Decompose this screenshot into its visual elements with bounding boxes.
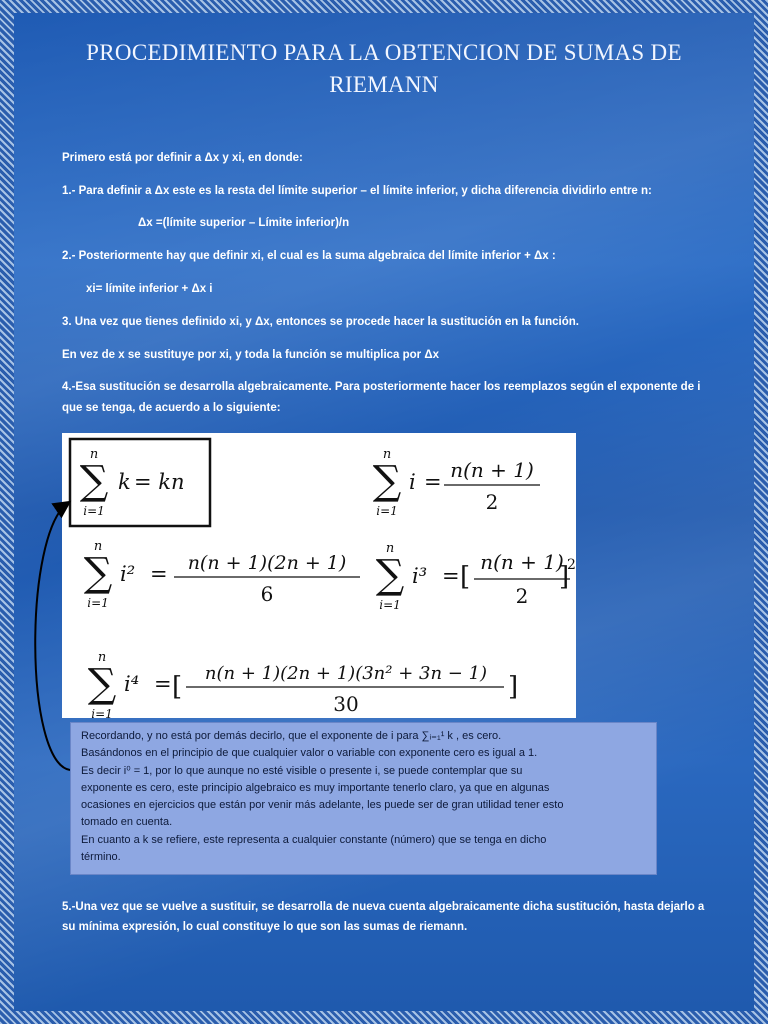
f2-equals: = — [424, 470, 442, 494]
f4-upper-limit: n — [385, 541, 395, 556]
f2-numerator: n(n + 1) — [450, 458, 534, 482]
f4-variable: i³ — [412, 564, 428, 588]
step-1-formula: Δx =(límite superior – Límite inferior)/n — [138, 217, 350, 229]
note-line-4: exponente es cero, este principio algebraico es muy importante tenerlo claro, ya que en algunas — [81, 781, 550, 794]
note-line-2: Basándonos en el principio de que cualquier valor o variable con exponente cero es igual a 1. — [81, 747, 538, 760]
f5-variable: i⁴ — [124, 672, 140, 696]
f1-sigma-icon: ∑ — [79, 458, 109, 504]
step-3b-text: En vez de x se sustituye por xi, y toda la función se multiplica por Δx — [62, 349, 440, 361]
note-line-8: término. — [81, 851, 121, 864]
step-4-line-1: 4.-Esa sustitución se desarrolla algebraicamente. Para posteriormente hacer los reemplazos según el exponente de i — [62, 381, 701, 393]
step-1-text: 1.- Para definir a Δx este es la resta del límite superior – el límite inferior, y dicha diferencia dividirlo entre n: — [62, 185, 652, 197]
f2-upper-limit: n — [382, 447, 392, 462]
title-line-2: RIEMANN — [329, 72, 439, 97]
page — [14, 13, 754, 1011]
f5-upper-limit: n — [97, 650, 107, 665]
f5-equals: = — [154, 672, 172, 696]
note-line-6: tomado en cuenta. — [81, 816, 173, 829]
f3-lower-limit: i=1 — [87, 596, 109, 610]
f4-lower-limit: i=1 — [379, 598, 401, 612]
f1-upper-limit: n — [89, 447, 99, 462]
f1-result: = kn — [134, 470, 185, 494]
step-2-formula: xi= límite inferior + Δx i — [86, 283, 213, 295]
f3-equals: = — [150, 562, 168, 586]
f4-sigma-icon: ∑ — [375, 552, 405, 598]
note-line-7: En cuanto a k se refiere, este representa a cualquier constante (número) que se tenga en dicho — [81, 833, 547, 846]
f5-lower-limit: i=1 — [91, 707, 113, 718]
f5-sigma-icon: ∑ — [87, 661, 117, 707]
step-5-line-2: su mínima expresión, lo cual constituye lo que son las sumas de riemann. — [62, 921, 468, 933]
step-4-line-2: que se tenga, de acuerdo a lo siguiente: — [62, 402, 281, 414]
f2-denominator: 2 — [485, 490, 499, 514]
f4-equals: = — [442, 564, 460, 588]
f1-variable: k — [118, 470, 131, 494]
note-box — [70, 722, 657, 875]
f1-lower-limit: i=1 — [83, 504, 105, 518]
f4-denominator: 2 — [515, 584, 529, 608]
f3-numerator: n(n + 1)(2n + 1) — [187, 552, 347, 574]
title-line-1: PROCEDIMIENTO PARA LA OBTENCION DE SUMAS DE — [86, 40, 682, 65]
step-2-text: 2.- Posteriormente hay que definir xi, el cual es la suma algebraica del límite inferior + Δx : — [62, 250, 556, 262]
step-5-line-1: 5.-Una vez que se vuelve a sustituir, se desarrolla de nueva cuenta algebraicamente dicha sustitución, hasta dejarlo a — [62, 901, 705, 913]
f4-exponent: 2 — [567, 557, 576, 573]
f4-numerator: n(n + 1) — [480, 550, 564, 574]
f3-denominator: 6 — [260, 582, 274, 606]
f5-numerator: n(n + 1)(2n + 1)(3n² + 3n − 1) — [204, 663, 488, 684]
f4-close-bracket: ] — [559, 562, 570, 592]
f5-close-bracket: ] — [508, 672, 519, 702]
f2-variable: i — [409, 470, 416, 494]
f4-open-bracket: [ — [460, 562, 471, 592]
note-line-3: Es decir i⁰ = 1, por lo que aunque no esté visible o presente i, se puede contemplar que su — [81, 764, 523, 777]
step-3-text: 3. Una vez que tienes definido xi, y Δx, entonces se procede hacer la sustitución en la función. — [62, 316, 579, 328]
note-line-1: Recordando, y no está por demás decirlo, que el exponente de i para ∑ᵢ₌₁¹ k , es cero. — [81, 730, 502, 742]
note-line-5: ocasiones en ejercicios que están por venir más adelante, les puede ser de gran utilidad tener esto — [81, 799, 564, 812]
f5-denominator: 30 — [333, 692, 359, 716]
intro-text: Primero está por definir a Δx y xi, en donde: — [62, 152, 303, 164]
f2-sigma-icon: ∑ — [372, 458, 402, 504]
f3-sigma-icon: ∑ — [83, 550, 113, 596]
f3-variable: i² — [120, 562, 136, 586]
f5-open-bracket: [ — [172, 672, 183, 702]
f2-lower-limit: i=1 — [376, 504, 398, 518]
f3-upper-limit: n — [93, 539, 103, 554]
